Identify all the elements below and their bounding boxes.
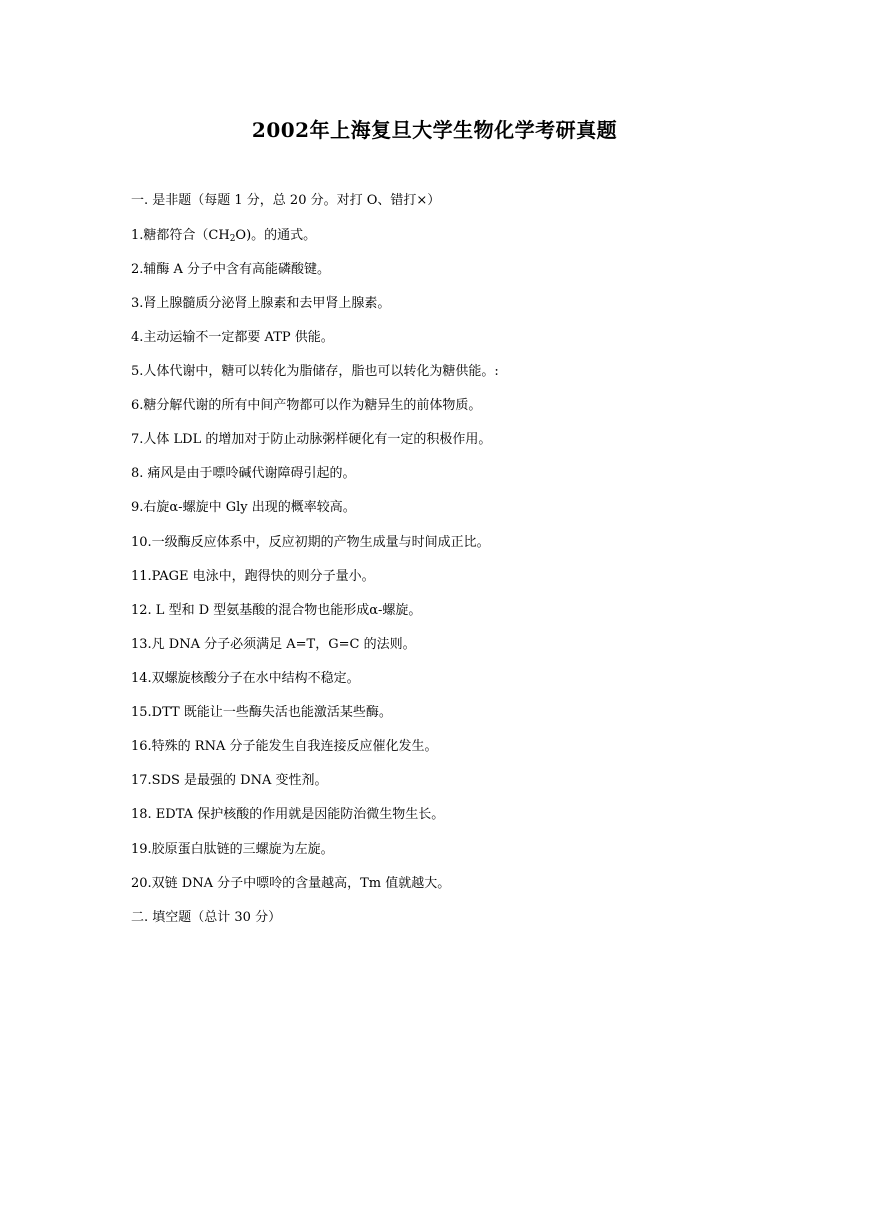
question-17: 17.SDS 是最强的 DNA 变性剂。 (131, 773, 328, 788)
question-15: 15.DTT 既能让一些酶失活也能激活某些酶。 (131, 705, 392, 720)
question-9: 9.右旋α-螺旋中 Gly 出现的概率较高。 (131, 500, 356, 515)
question-12: 12. L 型和 D 型氨基酸的混合物也能形成α-螺旋。 (131, 603, 422, 618)
question-13: 13.凡 DNA 分子必须满足 A=T，G=C 的法则。 (131, 637, 416, 652)
question-1-subscript: 2 (229, 234, 236, 244)
question-1-text-b: O)。的通式。 (235, 228, 317, 243)
question-16: 16.特殊的 RNA 分子能发生自我连接反应催化发生。 (131, 739, 438, 754)
section-heading-fill-in: 二. 填空题（总计 30 分） (131, 910, 282, 925)
question-8: 8. 痛风是由于嘌呤碱代谢障碍引起的。 (131, 466, 356, 481)
question-7: 7.人体 LDL 的增加对于防止动脉粥样硬化有一定的积极作用。 (131, 432, 492, 447)
question-14: 14.双螺旋核酸分子在水中结构不稳定。 (131, 671, 360, 686)
question-10: 10.一级酶反应体系中，反应初期的产物生成量与时间成正比。 (131, 535, 490, 550)
question-1-text-a: 1.糖都符合（CH (131, 228, 230, 243)
section-heading-true-false: 一. 是非题（每题 1 分，总 20 分。对打 O、错打×） (131, 193, 441, 208)
question-6: 6.糖分解代谢的所有中间产物都可以作为糖异生的前体物质。 (131, 398, 482, 413)
question-11: 11.PAGE 电泳中，跑得快的则分子量小。 (131, 569, 375, 584)
question-18: 18. EDTA 保护核酸的作用就是因能防治微生物生长。 (131, 807, 445, 822)
question-2: 2.辅酶 A 分子中含有高能磷酸键。 (131, 262, 331, 277)
page-title: 2002年上海复旦大学生物化学考研真题 (251, 118, 618, 142)
question-19: 19.胶原蛋白肽链的三螺旋为左旋。 (131, 842, 334, 857)
question-1 (131, 227, 316, 248)
question-5: 5.人体代谢中，糖可以转化为脂储存，脂也可以转化为糖供能。: (131, 364, 499, 379)
question-3: 3.肾上腺髓质分泌肾上腺素和去甲肾上腺素。 (131, 296, 391, 311)
question-20: 20.双链 DNA 分子中嘌呤的含量越高，Tm 值就越大。 (131, 876, 451, 891)
question-4: 4.主动运输不一定都要 ATP 供能。 (131, 330, 334, 345)
